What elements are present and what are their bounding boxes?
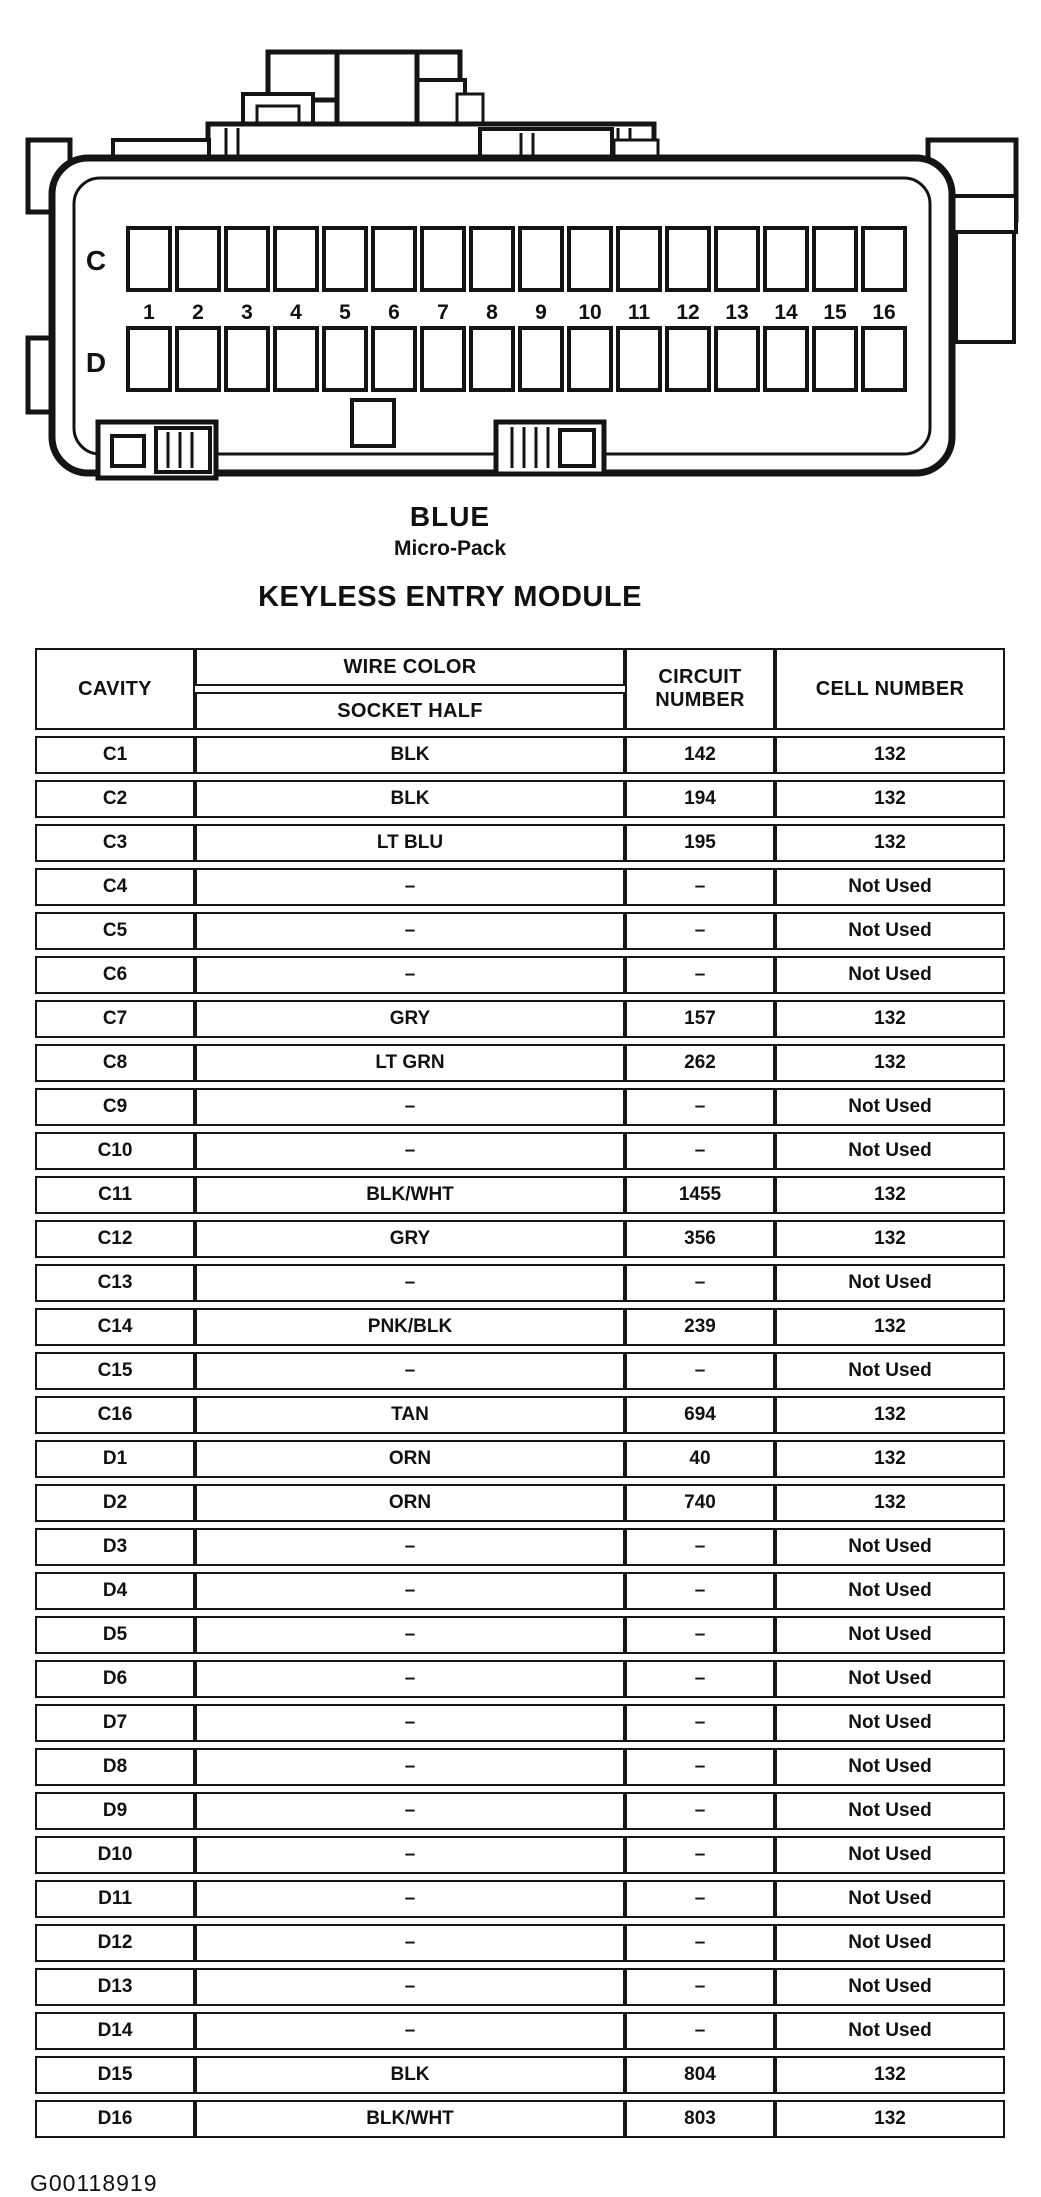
cell-circuit-number: – <box>625 1352 775 1390</box>
pin-number: 1 <box>143 301 155 324</box>
connector-color-label: BLUE <box>409 501 491 532</box>
table-row <box>35 1836 1005 1874</box>
pin-cavity-c <box>667 228 709 290</box>
cell-circuit-number: 194 <box>625 780 775 818</box>
cell-wire-color: LT BLU <box>195 824 625 862</box>
cell-cell-number: Not Used <box>775 1616 1005 1654</box>
cell-wire-color: – <box>195 1528 625 1566</box>
cell-circuit-number: 40 <box>625 1440 775 1478</box>
header-socket-half: SOCKET HALF <box>195 692 625 730</box>
pin-number: 15 <box>823 301 847 324</box>
cell-cell-number: 132 <box>775 1220 1005 1258</box>
cell-cavity: C6 <box>35 956 195 994</box>
cell-wire-color: GRY <box>195 1000 625 1038</box>
cell-wire-color: – <box>195 1968 625 2006</box>
cell-cell-number: 132 <box>775 1396 1005 1434</box>
cell-cell-number: Not Used <box>775 1088 1005 1126</box>
pin-cavity-c <box>618 228 660 290</box>
cell-wire-color: BLK/WHT <box>195 1176 625 1214</box>
pin-cavity-d <box>275 328 317 390</box>
table-row <box>35 1352 1005 1390</box>
cell-wire-color: – <box>195 1616 625 1654</box>
cell-circuit-number: – <box>625 1704 775 1742</box>
pin-cavity-c <box>177 228 219 290</box>
table-row <box>35 868 1005 906</box>
cell-wire-color: BLK <box>195 780 625 818</box>
pin-number: 2 <box>192 301 204 324</box>
cell-cavity: C14 <box>35 1308 195 1346</box>
pin-cavity-c <box>716 228 758 290</box>
table-row <box>35 1616 1005 1654</box>
cell-cavity: D1 <box>35 1440 195 1478</box>
cell-cavity: D3 <box>35 1528 195 1566</box>
pin-cavity-d <box>177 328 219 390</box>
pin-cavity-d <box>667 328 709 390</box>
cell-cell-number: 132 <box>775 736 1005 774</box>
cell-cell-number: Not Used <box>775 1880 1005 1918</box>
cell-cavity: C8 <box>35 1044 195 1082</box>
cell-cavity: D5 <box>35 1616 195 1654</box>
cell-wire-color: GRY <box>195 1220 625 1258</box>
cell-circuit-number: – <box>625 1880 775 1918</box>
pin-number: 6 <box>388 301 400 324</box>
cell-wire-color: – <box>195 1748 625 1786</box>
cell-wire-color: BLK <box>195 736 625 774</box>
pin-cavity-d <box>618 328 660 390</box>
pin-cavity-c <box>422 228 464 290</box>
cell-cell-number: 132 <box>775 780 1005 818</box>
table-row <box>35 912 1005 950</box>
pin-cavity-d <box>716 328 758 390</box>
table-row <box>35 824 1005 862</box>
connector-pack-label: Micro-Pack <box>393 537 507 560</box>
cell-cavity: C2 <box>35 780 195 818</box>
pin-cavity-c <box>275 228 317 290</box>
cell-wire-color: ORN <box>195 1484 625 1522</box>
cell-cavity: C7 <box>35 1000 195 1038</box>
cell-wire-color: – <box>195 1088 625 1126</box>
cell-cell-number: Not Used <box>775 2012 1005 2050</box>
table-row <box>35 1264 1005 1302</box>
cell-cell-number: Not Used <box>775 1968 1005 2006</box>
cell-circuit-number: 803 <box>625 2100 775 2138</box>
pin-cavity-c <box>569 228 611 290</box>
pin-cavity-c <box>226 228 268 290</box>
cell-circuit-number: – <box>625 956 775 994</box>
pin-number: 5 <box>339 301 351 324</box>
table-row <box>35 1484 1005 1522</box>
module-title: KEYLESS ENTRY MODULE <box>258 581 642 613</box>
cell-cell-number: 132 <box>775 1000 1005 1038</box>
cell-wire-color: – <box>195 956 625 994</box>
table-row <box>35 1000 1005 1038</box>
pin-number: 16 <box>872 301 896 324</box>
cell-cell-number: 132 <box>775 1044 1005 1082</box>
cell-wire-color: – <box>195 1792 625 1830</box>
cell-circuit-number: 195 <box>625 824 775 862</box>
cell-wire-color: – <box>195 2012 625 2050</box>
cell-wire-color: – <box>195 1880 625 1918</box>
cell-circuit-number: – <box>625 1132 775 1170</box>
cell-cavity: C12 <box>35 1220 195 1258</box>
row-d-label: D <box>85 347 107 378</box>
cell-cell-number: Not Used <box>775 1704 1005 1742</box>
cell-cell-number: 132 <box>775 1308 1005 1346</box>
cell-circuit-number: 1455 <box>625 1176 775 1214</box>
cell-cavity: D13 <box>35 1968 195 2006</box>
cell-circuit-number: – <box>625 1836 775 1874</box>
pin-number: 13 <box>725 301 749 324</box>
pin-cavity-d <box>569 328 611 390</box>
cell-cavity: D8 <box>35 1748 195 1786</box>
cell-circuit-number: – <box>625 1792 775 1830</box>
table-row <box>35 1308 1005 1346</box>
pin-cavity-c <box>324 228 366 290</box>
header-wire-color: WIRE COLOR <box>195 648 625 686</box>
figure-id: G00118919 <box>30 2170 158 2196</box>
cell-wire-color: – <box>195 1704 625 1742</box>
table-row <box>35 1968 1005 2006</box>
cell-cavity: D11 <box>35 1880 195 1918</box>
cell-cavity: C10 <box>35 1132 195 1170</box>
pinout-table-header <box>35 648 1005 730</box>
cell-wire-color: – <box>195 1572 625 1610</box>
cell-wire-color: – <box>195 912 625 950</box>
cell-circuit-number: – <box>625 1572 775 1610</box>
pinout-table <box>35 642 1005 2144</box>
cell-cell-number: 132 <box>775 2056 1005 2094</box>
cell-circuit-number: – <box>625 1924 775 1962</box>
table-row <box>35 1880 1005 1918</box>
cell-cavity: C15 <box>35 1352 195 1390</box>
cell-circuit-number: 157 <box>625 1000 775 1038</box>
table-row <box>35 780 1005 818</box>
table-row <box>35 1176 1005 1214</box>
pin-cavity-c <box>814 228 856 290</box>
cell-cell-number: 132 <box>775 1484 1005 1522</box>
cell-cell-number: Not Used <box>775 912 1005 950</box>
pin-number: 9 <box>535 301 547 324</box>
cell-cavity: C3 <box>35 824 195 862</box>
pin-number: 3 <box>241 301 253 324</box>
cell-cell-number: Not Used <box>775 1264 1005 1302</box>
cell-wire-color: – <box>195 1264 625 1302</box>
pin-cavity-c <box>128 228 170 290</box>
table-row <box>35 1748 1005 1786</box>
cell-circuit-number: – <box>625 1748 775 1786</box>
cell-cavity: C16 <box>35 1396 195 1434</box>
pin-cavity-d <box>520 328 562 390</box>
pin-number: 12 <box>676 301 700 324</box>
cell-cell-number: Not Used <box>775 868 1005 906</box>
cell-circuit-number: – <box>625 1088 775 1126</box>
header-circuit-number: CIRCUIT NUMBER <box>625 648 775 730</box>
cell-circuit-number: – <box>625 1264 775 1302</box>
pin-number: 10 <box>578 301 602 324</box>
pin-number: 11 <box>627 301 651 324</box>
pin-cavity-c <box>863 228 905 290</box>
cell-wire-color: PNK/BLK <box>195 1308 625 1346</box>
cell-wire-color: ORN <box>195 1440 625 1478</box>
cell-circuit-number: – <box>625 1528 775 1566</box>
cell-cavity: C11 <box>35 1176 195 1214</box>
cell-cell-number: Not Used <box>775 1572 1005 1610</box>
cell-cavity: D12 <box>35 1924 195 1962</box>
cell-cell-number: Not Used <box>775 1836 1005 1874</box>
cell-cavity: D16 <box>35 2100 195 2138</box>
cell-wire-color: – <box>195 1836 625 1874</box>
header-cavity: CAVITY <box>35 648 195 730</box>
keyless-entry-module-connector-diagram <box>0 0 1041 495</box>
table-row <box>35 2012 1005 2050</box>
table-row <box>35 1792 1005 1830</box>
pin-cavity-c <box>765 228 807 290</box>
table-row <box>35 956 1005 994</box>
table-row <box>35 1924 1005 1962</box>
table-row <box>35 1528 1005 1566</box>
cell-circuit-number: – <box>625 868 775 906</box>
pin-number: 8 <box>486 301 498 324</box>
cell-cavity: D7 <box>35 1704 195 1742</box>
cell-cavity: D14 <box>35 2012 195 2050</box>
cell-wire-color: BLK <box>195 2056 625 2094</box>
cell-cell-number: 132 <box>775 1440 1005 1478</box>
pin-cavity-d <box>128 328 170 390</box>
pin-cavity-d <box>226 328 268 390</box>
pin-cavity-d <box>422 328 464 390</box>
cell-cavity: C4 <box>35 868 195 906</box>
cell-circuit-number: – <box>625 1616 775 1654</box>
cell-cavity: C1 <box>35 736 195 774</box>
table-row <box>35 1440 1005 1478</box>
diagram-captions <box>0 501 900 614</box>
cell-wire-color: BLK/WHT <box>195 2100 625 2138</box>
row-c-label: C <box>85 245 107 276</box>
pinout-table-body <box>35 736 1005 2138</box>
cell-cavity: D15 <box>35 2056 195 2094</box>
cell-circuit-number: 356 <box>625 1220 775 1258</box>
pin-cavity-d <box>471 328 513 390</box>
cell-circuit-number: – <box>625 1660 775 1698</box>
cell-circuit-number: – <box>625 2012 775 2050</box>
table-row <box>35 1396 1005 1434</box>
cell-circuit-number: 694 <box>625 1396 775 1434</box>
table-row <box>35 2056 1005 2094</box>
pin-cavity-d <box>373 328 415 390</box>
pin-cavity-c <box>471 228 513 290</box>
cell-cell-number: Not Used <box>775 1132 1005 1170</box>
cell-wire-color: – <box>195 1924 625 1962</box>
cell-circuit-number: 142 <box>625 736 775 774</box>
cell-cavity: D6 <box>35 1660 195 1698</box>
cell-wire-color: – <box>195 1132 625 1170</box>
cell-wire-color: LT GRN <box>195 1044 625 1082</box>
cell-circuit-number: 239 <box>625 1308 775 1346</box>
cell-cavity: D2 <box>35 1484 195 1522</box>
cell-circuit-number: 262 <box>625 1044 775 1082</box>
cell-cell-number: Not Used <box>775 1748 1005 1786</box>
pin-cavity-d <box>863 328 905 390</box>
cell-cell-number: 132 <box>775 1176 1005 1214</box>
table-row <box>35 1088 1005 1126</box>
cell-cavity: D9 <box>35 1792 195 1830</box>
cell-cell-number: Not Used <box>775 1660 1005 1698</box>
pin-number: 7 <box>437 301 449 324</box>
cell-cell-number: Not Used <box>775 1924 1005 1962</box>
table-row <box>35 736 1005 774</box>
cell-cell-number: 132 <box>775 824 1005 862</box>
cell-wire-color: – <box>195 1660 625 1698</box>
cell-cavity: D4 <box>35 1572 195 1610</box>
cell-wire-color: – <box>195 868 625 906</box>
pin-cavity-d <box>324 328 366 390</box>
cell-wire-color: – <box>195 1352 625 1390</box>
pin-number: 14 <box>774 301 798 324</box>
cell-cell-number: Not Used <box>775 1528 1005 1566</box>
cell-cell-number: Not Used <box>775 956 1005 994</box>
table-row <box>35 1044 1005 1082</box>
table-row <box>35 1704 1005 1742</box>
cell-cavity: C9 <box>35 1088 195 1126</box>
cell-circuit-number: 804 <box>625 2056 775 2094</box>
cell-cell-number: 132 <box>775 2100 1005 2138</box>
pin-cavity-d <box>814 328 856 390</box>
table-row <box>35 2100 1005 2138</box>
table-row <box>35 1220 1005 1258</box>
header-cell-number: CELL NUMBER <box>775 648 1005 730</box>
pin-cavity-d <box>765 328 807 390</box>
cell-wire-color: TAN <box>195 1396 625 1434</box>
cell-cell-number: Not Used <box>775 1792 1005 1830</box>
cell-cavity: C13 <box>35 1264 195 1302</box>
cell-cell-number: Not Used <box>775 1352 1005 1390</box>
table-row <box>35 1572 1005 1610</box>
table-row <box>35 1660 1005 1698</box>
pin-cavity-c <box>373 228 415 290</box>
cell-circuit-number: – <box>625 1968 775 2006</box>
cell-cavity: C5 <box>35 912 195 950</box>
cell-circuit-number: 740 <box>625 1484 775 1522</box>
pin-number: 4 <box>290 301 302 324</box>
table-row <box>35 1132 1005 1170</box>
cell-circuit-number: – <box>625 912 775 950</box>
pin-cavity-c <box>520 228 562 290</box>
cell-cavity: D10 <box>35 1836 195 1874</box>
